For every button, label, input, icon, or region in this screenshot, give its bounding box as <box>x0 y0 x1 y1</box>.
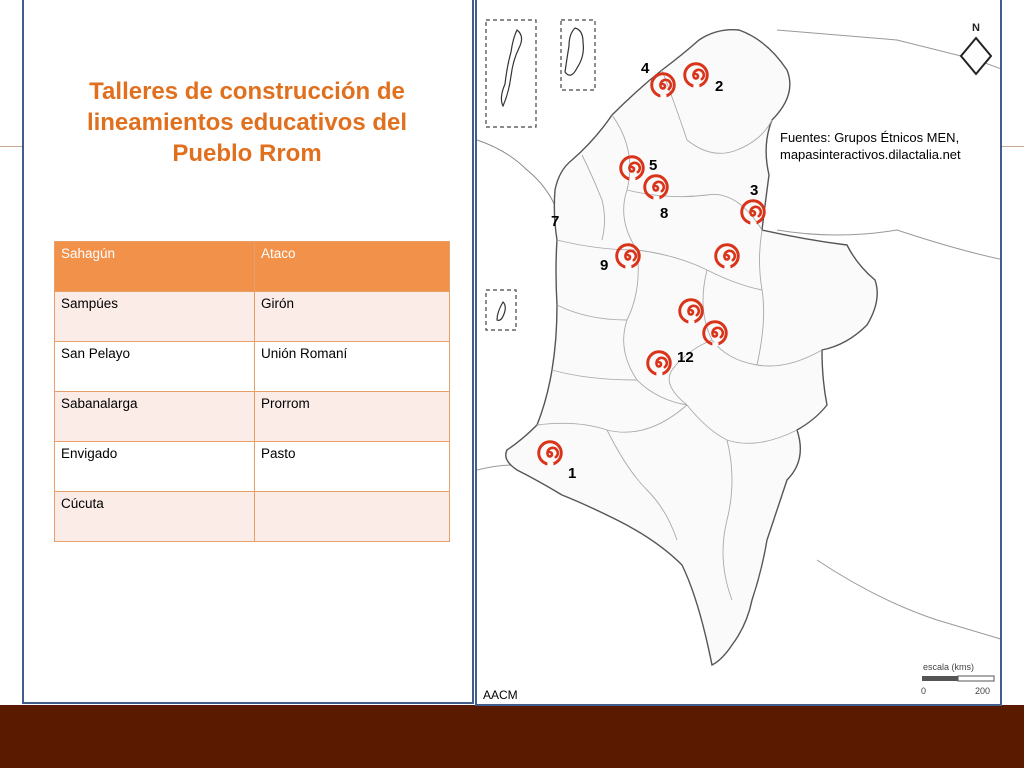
scale-max-label: 200 <box>975 686 991 696</box>
colombia-map <box>477 0 1002 706</box>
table-row <box>55 242 450 292</box>
table-cell: Sampúes <box>55 292 255 342</box>
table-cell: Envigado <box>55 442 255 492</box>
map-panel <box>475 0 1002 706</box>
spiral-icon <box>678 298 704 324</box>
north-label: N <box>972 22 980 34</box>
workshop-locations-table <box>54 241 450 542</box>
brazil-border <box>817 560 1002 640</box>
table-cell: Ataco <box>255 242 450 292</box>
marker-label: 3 <box>750 182 759 199</box>
scale-bar-icon <box>922 674 996 684</box>
marker-label: 4 <box>641 60 650 77</box>
spiral-icon <box>714 243 740 269</box>
spiral-icon <box>619 155 645 181</box>
table-cell: San Pelayo <box>55 342 255 392</box>
map-sources <box>780 129 961 163</box>
table-cell <box>255 492 450 542</box>
marker-label: 1 <box>568 465 577 482</box>
marker-label: 2 <box>715 78 724 95</box>
table-cell: Sabanalarga <box>55 392 255 442</box>
slide-title: Talleres de construcción de lineamientos educativos del Pueblo Rrom <box>86 78 408 167</box>
spiral-icon <box>650 72 676 98</box>
table-row <box>55 292 450 342</box>
providencia-island <box>565 28 583 75</box>
table-cell: Unión Romaní <box>255 342 450 392</box>
north-arrow-icon <box>957 34 995 78</box>
marker-label: 12 <box>677 349 694 366</box>
spiral-icon <box>702 320 728 346</box>
marker-label: 9 <box>600 257 609 274</box>
spiral-icon <box>615 243 641 269</box>
marker-label: 8 <box>660 205 669 222</box>
panama-border <box>477 140 557 210</box>
table-row <box>55 442 450 492</box>
bottom-band <box>0 705 1024 768</box>
spiral-icon <box>646 350 672 376</box>
san-andres-island <box>501 30 521 106</box>
table-cell: Prorrom <box>255 392 450 442</box>
sources-line: mapasinteractivos.dilactalia.net <box>780 147 961 162</box>
decorative-line-left <box>0 146 22 147</box>
spiral-icon <box>683 62 709 88</box>
table-cell: Cúcuta <box>55 492 255 542</box>
scale-title: escala (kms) <box>923 662 975 672</box>
table-row <box>55 342 450 392</box>
colombia-outline <box>506 30 877 665</box>
map-credit: AACM <box>483 688 518 702</box>
left-panel <box>22 0 474 704</box>
spiral-icon <box>740 199 766 225</box>
table-row <box>55 392 450 442</box>
decorative-line-right <box>1002 146 1024 147</box>
table-cell: Pasto <box>255 442 450 492</box>
spiral-icon <box>537 440 563 466</box>
scale-min-label: 0 <box>921 686 927 696</box>
table-cell: Sahagún <box>55 242 255 292</box>
malpelo-island <box>497 302 505 320</box>
table-cell: Girón <box>255 292 450 342</box>
marker-label: 5 <box>649 157 658 174</box>
spiral-icon <box>643 174 669 200</box>
sources-line: Fuentes: Grupos Étnicos MEN, <box>780 130 960 145</box>
marker-label: 7 <box>551 213 560 230</box>
table-row <box>55 492 450 542</box>
